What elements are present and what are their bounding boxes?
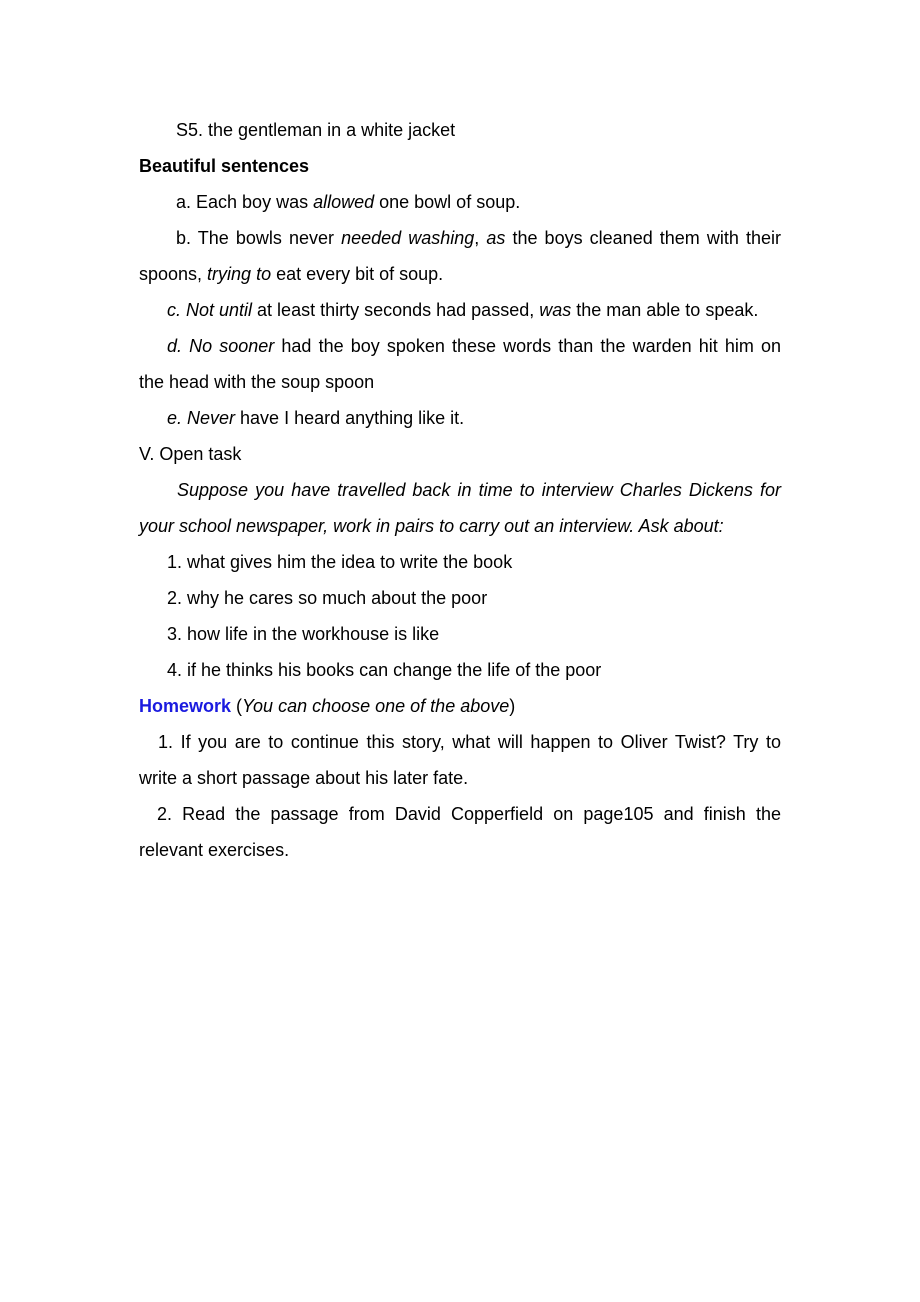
open-task-item-2: 2. why he cares so much about the poor [167,588,488,608]
open-task-heading: V. Open task [139,444,242,464]
beautiful-sentences-heading: Beautiful sentences [139,156,310,176]
open-task-prompt-line1: Suppose you have travelled back in time to interview Charles Dickens for [177,480,781,500]
open-task-item-3: 3. how life in the workhouse is like [167,624,440,644]
sentence-b-line1: b. The bowls never needed washing, as the boys cleaned them with their [176,228,781,248]
sentence-a: a. Each boy was allowed one bowl of soup. [176,192,521,212]
sentence-c: c. Not until at least thirty seconds had passed, was the man able to speak. [167,300,759,320]
sentence-b-line2: spoons, trying to eat every bit of soup. [139,264,444,284]
sentence-e: e. Never have I heard anything like it. [167,408,465,428]
open-task-prompt-line2: your school newspaper, work in pairs to carry out an interview. Ask about: [139,516,724,536]
open-task-item-4: 4. if he thinks his books can change the life of the poor [167,660,602,680]
homework-item-1-line2: write a short passage about his later fate. [139,768,469,788]
homework-heading: Homework (You can choose one of the above) [139,696,516,716]
homework-item-2-line1: 2. Read the passage from David Copperfield on page105 and finish the [157,804,781,824]
sentence-d-line2: the head with the soup spoon [139,372,375,392]
sentence-d-line1: d. No sooner had the boy spoken these words than the warden hit him on [167,336,781,356]
homework-item-1-line1: 1. If you are to continue this story, what will happen to Oliver Twist? Try to [158,732,781,752]
open-task-item-1: 1. what gives him the idea to write the book [167,552,513,572]
homework-label: Homework [139,696,232,716]
document-body [139,112,781,868]
s5-line: S5. the gentleman in a white jacket [176,120,456,140]
homework-item-2-line2: relevant exercises. [139,840,290,860]
